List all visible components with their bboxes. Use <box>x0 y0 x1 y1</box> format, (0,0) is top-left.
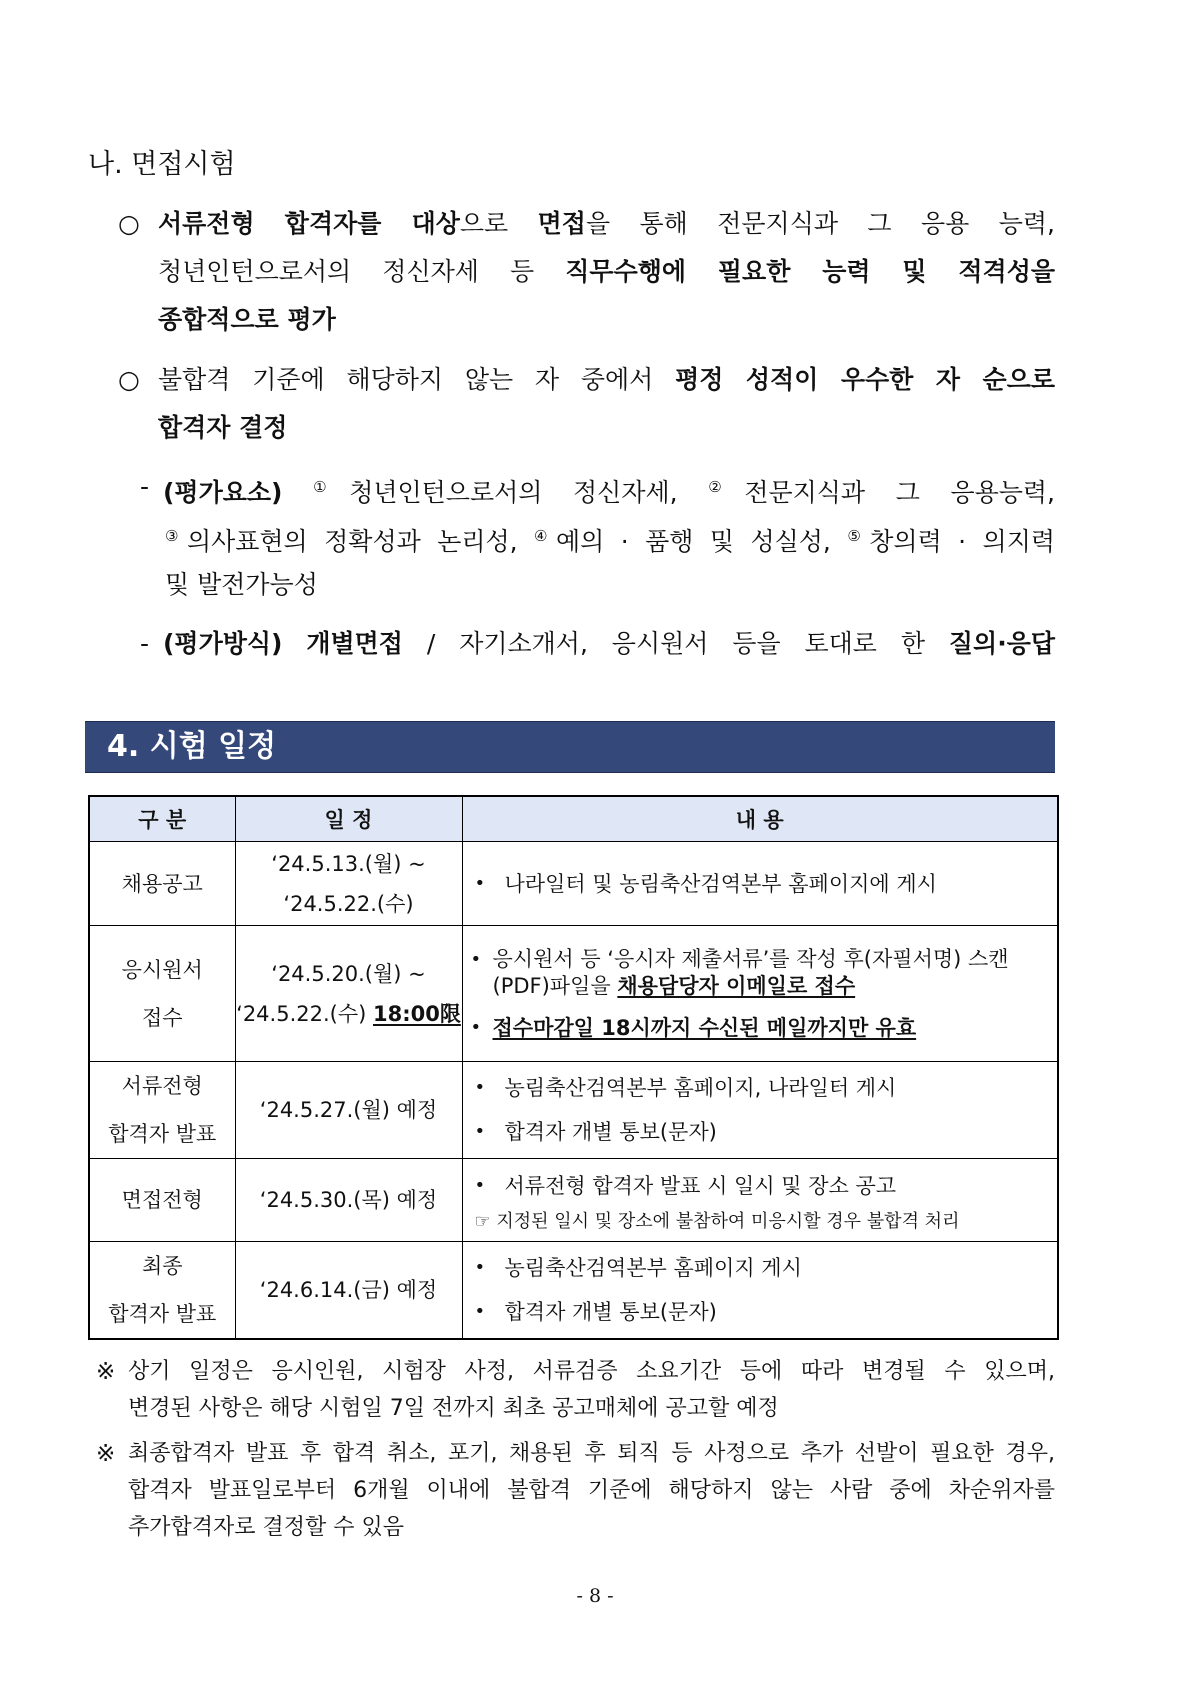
table-header-row <box>89 796 1058 842</box>
circle-marker: ○ <box>118 209 140 238</box>
row-note: ☞ 지정된 일시 및 장소에 불참하여 미응시할 경우 불합격 처리 <box>474 1210 960 1232</box>
header-category: 구 분 <box>89 796 235 842</box>
row-category: 최종 합격자 발표 <box>89 1242 235 1340</box>
table-row <box>89 1062 1058 1159</box>
row-date: ‘24.6.14.(금) 예정 <box>235 1242 462 1340</box>
note-marker: ※ <box>96 1441 116 1467</box>
note2-line3: 추가합격자로 결정할 수 있음 <box>128 1515 405 1540</box>
row-content: • 서류전형 합격자 발표 시 일시 및 장소 공고 ☞ 지정된 일시 및 장소에 불참하여 미응시할 경우 불합격 처리 <box>462 1159 1058 1242</box>
para1-line2: 청년인턴으로서의 정신자세 등 직무수행에 필요한 능력 및 적격성을 <box>158 257 1055 286</box>
banner-title: 4. 시험 일정 <box>107 729 277 764</box>
note1-line1: 상기 일정은 응시인원, 시험장 사정, 서류검증 소요기간 등에 따라 변경될 수 있으며, <box>128 1359 1055 1384</box>
para2-line1: 불합격 기준에 해당하지 않는 자 중에서 평정 성적이 우수한 자 순으로 <box>158 365 1055 394</box>
circle-marker: ○ <box>118 365 140 394</box>
row-category: 응시원서 접수 <box>89 926 235 1062</box>
row-category: 면접전형 <box>89 1159 235 1242</box>
para1-line3: 종합적으로 평가 <box>158 305 336 334</box>
header-content: 내 용 <box>462 796 1058 842</box>
dash-marker: - <box>140 629 150 658</box>
row-date: ‘24.5.27.(월) 예정 <box>235 1062 462 1159</box>
row-category: 채용공고 <box>89 842 235 926</box>
row-category: 서류전형 합격자 발표 <box>89 1062 235 1159</box>
page-number: - 8 - <box>576 1585 614 1607</box>
note2-line1: 최종합격자 발표 후 합격 취소, 포기, 채용된 후 퇴직 등 사정으로 추가 선발이 필요한 경우, <box>128 1441 1055 1466</box>
pointing-hand-icon: ☞ <box>474 1210 491 1232</box>
row-content: • 나라일터 및 농림축산검역본부 홈페이지에 게시 <box>462 842 1058 926</box>
para2-line2: 합격자 결정 <box>158 413 288 442</box>
eval-method-line: (평가방식) 개별면접 / 자기소개서, 응시원서 등을 토대로 한 질의·응답 <box>163 629 1055 658</box>
row-content: • 응시원서 등 ‘응시자 제출서류’를 작성 후(자필서명) 스캔 (PDF)파일을 채용담당자 이메일로 접수 • 접수마감일 18시까지 수신된 메일까지만 유효 <box>462 926 1058 1062</box>
schedule-table <box>88 795 1059 1340</box>
note-marker: ※ <box>96 1359 116 1385</box>
row-date: ‘24.5.30.(목) 예정 <box>235 1159 462 1242</box>
header-date: 일 정 <box>235 796 462 842</box>
table-row <box>89 842 1058 926</box>
row-date: ‘24.5.13.(월) ~ ‘24.5.22.(수) <box>235 842 462 926</box>
table-row <box>89 926 1058 1062</box>
eval-elements-line2: ③의사표현의 정확성과 논리성, ④예의 · 품행 및 성실성, ⑤창의력 · 의지력 <box>165 527 1056 556</box>
table-row <box>89 1159 1058 1242</box>
para1-line1: 서류전형 합격자를 대상으로 면접을 통해 전문지식과 그 응용 능력, <box>158 209 1055 238</box>
row-date: ‘24.5.20.(월) ~ ‘24.5.22.(수) 18:00限 <box>235 926 462 1062</box>
table-row <box>89 1242 1058 1340</box>
eval-elements-line3: 및 발전가능성 <box>165 570 318 599</box>
section-title: 나. 면접시험 <box>88 149 236 180</box>
dash-marker: - <box>140 472 150 501</box>
row-content: • 농림축산검역본부 홈페이지, 나라일터 게시 • 합격자 개별 통보(문자) <box>462 1062 1058 1159</box>
section-banner <box>85 721 1055 773</box>
note2-line2: 합격자 발표일로부터 6개월 이내에 불합격 기준에 해당하지 않는 사람 중에 차순위자를 <box>128 1478 1055 1503</box>
note1-line2: 변경된 사항은 해당 시험일 7일 전까지 최초 공고매체에 공고할 예정 <box>128 1396 779 1421</box>
row-content: • 농림축산검역본부 홈페이지 게시 • 합격자 개별 통보(문자) <box>462 1242 1058 1340</box>
eval-elements-line1: (평가요소) ①청년인턴으로서의 정신자세, ②전문지식과 그 응용능력, <box>163 478 1056 507</box>
